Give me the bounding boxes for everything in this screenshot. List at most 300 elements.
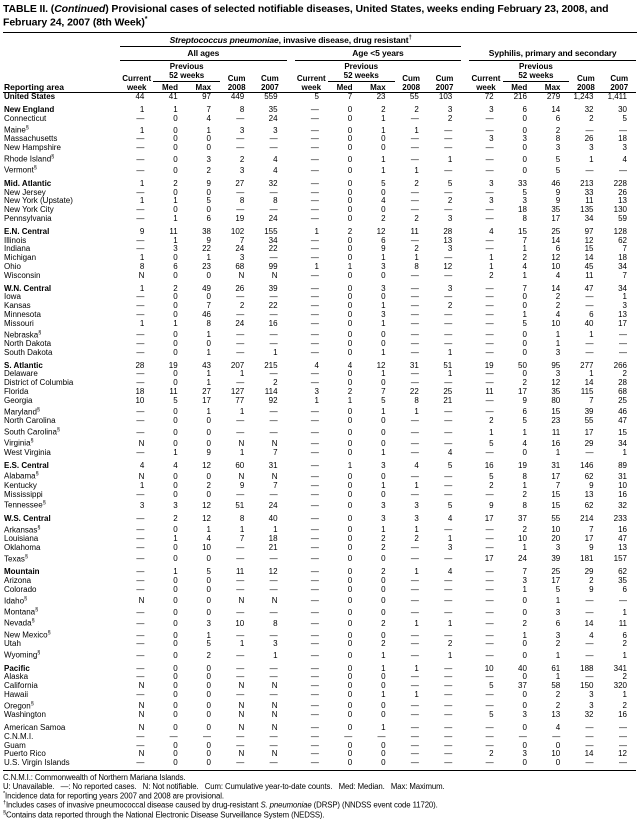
value-cell: — <box>269 585 278 594</box>
value-cell: 0 <box>347 640 353 649</box>
value-cell: 24 <box>268 215 278 223</box>
value-cell: — <box>410 340 419 349</box>
table-row <box>3 759 636 770</box>
page-title <box>3 3 637 30</box>
value-cell: — <box>619 125 627 135</box>
value-cell: 2 <box>522 525 527 535</box>
value-cell: — <box>444 554 453 564</box>
value-cell: 0 <box>173 585 178 594</box>
value-cell: 0 <box>206 585 211 594</box>
col-med-syphilis: Med <box>503 81 536 93</box>
value-cell: — <box>310 741 319 750</box>
value-cell: 0 <box>347 245 353 254</box>
value-cell: — <box>410 673 419 682</box>
value-cell: 7 <box>589 396 594 405</box>
value-cell: 9 <box>522 396 527 405</box>
value-cell: — <box>236 206 245 215</box>
table-row <box>3 349 636 358</box>
value-cell: — <box>310 135 319 144</box>
value-cell: 6 <box>522 407 527 417</box>
value-cell: 0 <box>347 166 353 176</box>
value-cell: — <box>310 596 319 606</box>
value-cell: 0 <box>522 650 527 660</box>
column-spacer <box>461 577 469 586</box>
value-cell: 3 <box>239 254 245 263</box>
value-cell: 26 <box>584 135 594 144</box>
value-cell: 9 <box>381 245 386 254</box>
value-cell: 1 <box>522 543 527 552</box>
table-row <box>3 482 636 491</box>
value-cell: 0 <box>381 607 386 617</box>
reporting-area-cell: Rhode Island§ <box>4 153 55 164</box>
value-cell: 0 <box>173 663 178 673</box>
footnote-line: †Includes cases of invasive pneumococcal disease caused by drug-resistant S. pneumoniae (DRSP) (NNDSS event code 11720). <box>3 800 438 811</box>
value-cell: 34 <box>618 283 627 293</box>
value-cell: 13 <box>443 236 453 245</box>
value-cell: 8 <box>239 105 245 115</box>
value-cell: 0 <box>206 576 211 585</box>
column-spacer <box>287 617 295 628</box>
value-cell: 46 <box>202 310 211 319</box>
value-cell: 0 <box>173 607 178 617</box>
value-cell: 0 <box>206 682 211 691</box>
col-max-allages: Max <box>187 81 220 93</box>
value-cell: — <box>269 607 278 617</box>
value-cell: N <box>238 682 245 691</box>
value-cell: 0 <box>173 630 178 640</box>
reporting-area-cell: Mississippi <box>4 490 43 499</box>
value-cell: 0 <box>347 723 353 733</box>
value-cell: 279 <box>546 92 561 102</box>
value-cell: — <box>236 379 245 388</box>
value-cell: — <box>136 630 145 640</box>
value-cell: — <box>269 188 278 197</box>
value-cell: — <box>485 340 494 349</box>
column-spacer <box>461 320 469 329</box>
value-cell: 2 <box>589 576 594 585</box>
value-cell: — <box>310 407 319 417</box>
value-cell: 0 <box>522 348 527 357</box>
value-cell: 0 <box>522 723 527 733</box>
value-cell: 14 <box>551 236 561 245</box>
value-cell: 5 <box>522 417 527 426</box>
table-row <box>3 370 636 379</box>
value-cell: 2 <box>522 254 527 263</box>
value-cell: 1 <box>589 154 594 164</box>
value-cell: 1 <box>206 379 211 388</box>
column-spacer <box>287 750 295 759</box>
value-cell: — <box>136 154 145 164</box>
value-cell: 7 <box>239 535 245 544</box>
value-cell: — <box>444 330 453 340</box>
value-cell: 3 <box>522 576 527 585</box>
value-cell: 7 <box>522 236 527 245</box>
value-cell: 17 <box>618 319 627 328</box>
value-cell: — <box>410 188 419 197</box>
value-cell: 1 <box>489 262 494 271</box>
value-cell: 62 <box>618 567 627 577</box>
value-cell: 233 <box>613 513 627 523</box>
reporting-area-cell: Missouri <box>4 319 34 328</box>
header-spacer <box>461 60 469 93</box>
col-previous52-syphilis: Previous 52 weeks <box>503 60 570 81</box>
value-cell: 0 <box>187 759 220 770</box>
value-cell: 0 <box>381 585 386 594</box>
value-cell: 1 <box>414 567 419 577</box>
value-cell: 0 <box>347 125 353 135</box>
value-cell: 0 <box>206 427 211 437</box>
value-cell: — <box>410 607 419 617</box>
value-cell: 7 <box>273 448 278 457</box>
value-cell: — <box>310 732 319 741</box>
table-row <box>3 144 636 153</box>
value-cell: — <box>136 417 145 426</box>
value-cell: 0 <box>173 640 178 649</box>
value-cell: 1 <box>589 330 594 340</box>
value-cell: 0 <box>173 330 178 340</box>
value-cell: 1 <box>239 525 245 535</box>
reporting-area-cell: Puerto Rico <box>4 750 46 759</box>
value-cell: 0 <box>522 154 527 164</box>
value-cell: 5 <box>489 682 494 691</box>
column-spacer <box>287 586 295 595</box>
value-cell: — <box>236 427 245 437</box>
value-cell: 6 <box>622 585 627 594</box>
value-cell: 0 <box>347 596 353 606</box>
value-cell: — <box>444 701 453 711</box>
value-cell: 1,411 <box>607 92 627 102</box>
value-cell: — <box>410 115 419 124</box>
value-cell: — <box>485 732 494 741</box>
value-cell: 0 <box>206 596 211 606</box>
value-cell: — <box>485 283 494 293</box>
value-cell: 157 <box>613 554 627 564</box>
column-spacer <box>287 417 295 426</box>
value-cell: 0 <box>173 310 178 319</box>
value-cell: 5 <box>555 154 561 164</box>
value-cell: 0 <box>206 750 211 759</box>
value-cell: — <box>310 535 319 544</box>
column-spacer <box>461 511 469 524</box>
value-cell: 0 <box>347 472 353 481</box>
value-cell: 0 <box>347 348 353 357</box>
value-cell: 0 <box>522 370 527 379</box>
reporting-area-cell: Tennessee§ <box>4 500 46 511</box>
title-part3: ) Provisional cases of selected notifiable diseases, United States, weeks ending February 23, 2008, and February 24, 2007 (8th Week) <box>3 3 609 29</box>
value-cell: 1 <box>381 115 386 124</box>
table-row <box>3 115 636 124</box>
value-cell: — <box>444 166 453 176</box>
value-cell: 25 <box>618 396 627 405</box>
value-cell: 8 <box>139 262 145 271</box>
value-cell: 2 <box>447 640 453 649</box>
value-cell: 6 <box>555 115 561 124</box>
reporting-area-cell: California <box>4 682 38 691</box>
value-cell: — <box>136 690 145 699</box>
value-cell: — <box>444 271 453 280</box>
value-cell: — <box>269 690 278 699</box>
value-cell: 3 <box>314 388 319 396</box>
value-cell: 320 <box>613 682 627 691</box>
value-cell: — <box>485 319 494 328</box>
value-cell: — <box>485 585 494 594</box>
value-cell: — <box>310 188 319 197</box>
value-cell: — <box>136 144 145 153</box>
table-row <box>3 733 636 742</box>
value-cell: — <box>136 513 145 523</box>
value-cell: 2 <box>381 215 386 223</box>
value-cell: 0 <box>206 607 211 617</box>
value-cell: — <box>136 310 145 319</box>
value-cell: 34 <box>618 262 627 271</box>
value-cell: — <box>136 554 145 564</box>
reporting-area-cell: Oklahoma <box>4 543 41 552</box>
reporting-area-cell: Nebraska§ <box>4 329 42 340</box>
value-cell: 0 <box>206 188 211 197</box>
column-spacer <box>461 281 469 294</box>
value-cell: 1 <box>555 596 561 606</box>
value-cell: — <box>485 535 494 544</box>
reporting-area-cell: U.S. Virgin Islands <box>3 759 120 770</box>
table-row <box>3 93 636 102</box>
value-cell: 34 <box>584 215 594 223</box>
value-cell: — <box>269 206 278 215</box>
value-cell: — <box>485 125 494 135</box>
value-cell: 9 <box>555 197 561 206</box>
value-cell: N <box>238 596 245 606</box>
value-cell: N <box>138 682 145 691</box>
value-cell: 14 <box>584 619 594 629</box>
value-cell: 0 <box>347 741 353 750</box>
value-cell: 1 <box>414 690 419 699</box>
value-cell: 3 <box>522 135 527 144</box>
value-cell: 4 <box>273 154 278 164</box>
value-cell: — <box>236 673 245 682</box>
value-cell: 0 <box>347 115 353 124</box>
value-cell: 8 <box>522 215 527 223</box>
value-cell: — <box>236 330 245 340</box>
value-cell: N <box>238 438 245 448</box>
value-cell: 35 <box>618 576 627 585</box>
table-row <box>3 237 636 246</box>
value-cell: 19 <box>484 360 494 370</box>
table-body <box>3 93 636 770</box>
value-cell: 2 <box>622 640 627 649</box>
value-cell: — <box>310 630 319 640</box>
value-cell: 6 <box>589 310 594 319</box>
value-cell: 23 <box>376 92 386 102</box>
value-cell: — <box>469 759 502 770</box>
value-cell: 0 <box>347 370 353 379</box>
column-spacer <box>287 691 295 700</box>
value-cell: 14 <box>584 254 594 263</box>
value-cell: 1 <box>414 166 419 176</box>
value-cell: — <box>485 302 494 311</box>
value-cell: — <box>410 723 419 733</box>
value-cell: 3 <box>489 178 494 188</box>
value-cell: 72 <box>484 92 494 102</box>
value-cell: — <box>444 472 453 481</box>
value-cell: — <box>136 543 145 552</box>
table-row <box>3 617 636 628</box>
value-cell: 2 <box>489 417 494 426</box>
value-cell: 1 <box>239 640 245 649</box>
value-cell: 11 <box>410 226 419 236</box>
value-cell: 17 <box>584 535 594 544</box>
value-cell: 1 <box>173 567 178 577</box>
table-row <box>3 302 636 311</box>
column-spacer <box>287 458 295 471</box>
value-cell: 12 <box>268 567 278 577</box>
value-cell: 0 <box>328 759 361 770</box>
table-row <box>3 263 636 272</box>
strep-group-header <box>120 33 461 47</box>
value-cell: 19 <box>518 460 527 470</box>
value-cell: 2 <box>589 115 594 124</box>
value-cell: 0 <box>173 340 178 349</box>
value-cell: 0 <box>381 673 386 682</box>
value-cell: 0 <box>347 630 353 640</box>
value-cell: — <box>585 596 594 606</box>
value-cell: 18 <box>135 388 145 396</box>
value-cell: 0 <box>347 650 353 660</box>
column-spacer <box>287 673 295 682</box>
table-row <box>3 470 636 481</box>
value-cell: 1 <box>381 302 386 311</box>
value-cell: 3 <box>447 215 453 223</box>
table-row <box>3 682 636 691</box>
value-cell: — <box>485 370 494 379</box>
column-spacer <box>461 491 469 500</box>
value-cell: 97 <box>584 226 594 236</box>
column-spacer <box>461 544 469 553</box>
reporting-area-cell: Maryland§ <box>4 406 40 417</box>
value-cell: 0 <box>381 438 386 448</box>
value-cell: 62 <box>584 501 594 511</box>
table-row <box>3 524 636 535</box>
value-cell: 0 <box>173 166 178 176</box>
value-cell: 0 <box>347 254 353 263</box>
value-cell: 0 <box>347 607 353 617</box>
value-cell: 0 <box>522 115 527 124</box>
value-cell: 0 <box>173 144 178 153</box>
value-cell: 0 <box>347 197 353 206</box>
value-cell: 12 <box>202 460 211 470</box>
column-spacer <box>287 293 295 302</box>
value-cell: — <box>410 596 419 606</box>
column-spacer <box>461 293 469 302</box>
table-row <box>3 629 636 640</box>
value-cell: — <box>310 254 319 263</box>
value-cell: 46 <box>618 407 627 417</box>
table-row <box>3 661 636 674</box>
reporting-area-cell: Virginia§ <box>4 438 34 448</box>
value-cell: 1 <box>489 427 494 437</box>
value-cell: 7 <box>273 481 278 490</box>
value-cell: — <box>410 438 419 448</box>
value-cell: — <box>619 348 627 357</box>
column-spacer <box>461 640 469 649</box>
value-cell: — <box>310 472 319 481</box>
value-cell: — <box>410 554 419 564</box>
value-cell: 0 <box>347 340 353 349</box>
value-cell: 16 <box>268 319 278 328</box>
column-spacer <box>461 397 469 406</box>
value-cell: 49 <box>202 283 211 293</box>
value-cell: 5 <box>555 585 561 594</box>
value-cell: 0 <box>206 271 211 280</box>
column-spacer <box>461 535 469 544</box>
value-cell: — <box>485 630 494 640</box>
column-spacer <box>287 470 295 481</box>
value-cell: N <box>271 711 278 720</box>
value-cell: 0 <box>347 438 353 448</box>
value-cell: 0 <box>173 554 178 564</box>
value-cell: 559 <box>264 92 278 102</box>
value-cell: — <box>585 125 594 135</box>
value-cell: — <box>485 607 494 617</box>
value-cell: — <box>585 650 594 660</box>
value-cell: — <box>410 206 419 215</box>
value-cell: — <box>310 340 319 349</box>
value-cell: 0 <box>173 596 178 606</box>
value-cell: 3 <box>447 283 453 293</box>
value-cell: 1 <box>381 650 386 660</box>
value-cell: 0 <box>173 490 178 499</box>
title-continued: Continued <box>54 3 106 15</box>
value-cell: 97 <box>202 92 211 102</box>
value-cell: 31 <box>618 472 627 481</box>
reporting-area-header: Reporting area <box>3 33 120 93</box>
value-cell: — <box>310 543 319 552</box>
value-cell: N <box>238 701 245 711</box>
value-cell: — <box>310 723 319 733</box>
value-cell: 3 <box>239 125 245 135</box>
value-cell: 6 <box>522 105 527 115</box>
value-cell: 3 <box>622 144 627 153</box>
value-cell: 2 <box>622 701 627 711</box>
value-cell: 0 <box>381 472 386 481</box>
value-cell: — <box>619 741 627 750</box>
value-cell: 31 <box>409 360 419 370</box>
value-cell: 1 <box>381 166 386 176</box>
value-cell: 0 <box>173 750 178 759</box>
column-spacer <box>287 254 295 263</box>
value-cell: 34 <box>618 438 627 448</box>
column-spacer <box>461 197 469 206</box>
value-cell: 1 <box>347 396 353 405</box>
value-cell: 35 <box>268 105 278 115</box>
value-cell: 0 <box>173 206 178 215</box>
column-spacer <box>287 153 295 164</box>
value-cell: — <box>444 585 453 594</box>
reporting-area-cell: Pacific <box>4 663 30 673</box>
value-cell: 32 <box>584 711 594 720</box>
value-cell: — <box>619 596 627 606</box>
reporting-area-cell: Ohio <box>4 262 21 271</box>
value-cell: N <box>238 472 245 481</box>
column-spacer <box>287 124 295 135</box>
value-cell: 0 <box>173 348 178 357</box>
value-cell: 4 <box>381 197 386 206</box>
value-cell: 0 <box>206 135 211 144</box>
value-cell: — <box>269 254 278 263</box>
value-cell: 0 <box>347 535 353 544</box>
column-spacer <box>461 237 469 246</box>
column-spacer <box>287 564 295 577</box>
value-cell: — <box>310 293 319 302</box>
value-cell: — <box>485 723 494 733</box>
